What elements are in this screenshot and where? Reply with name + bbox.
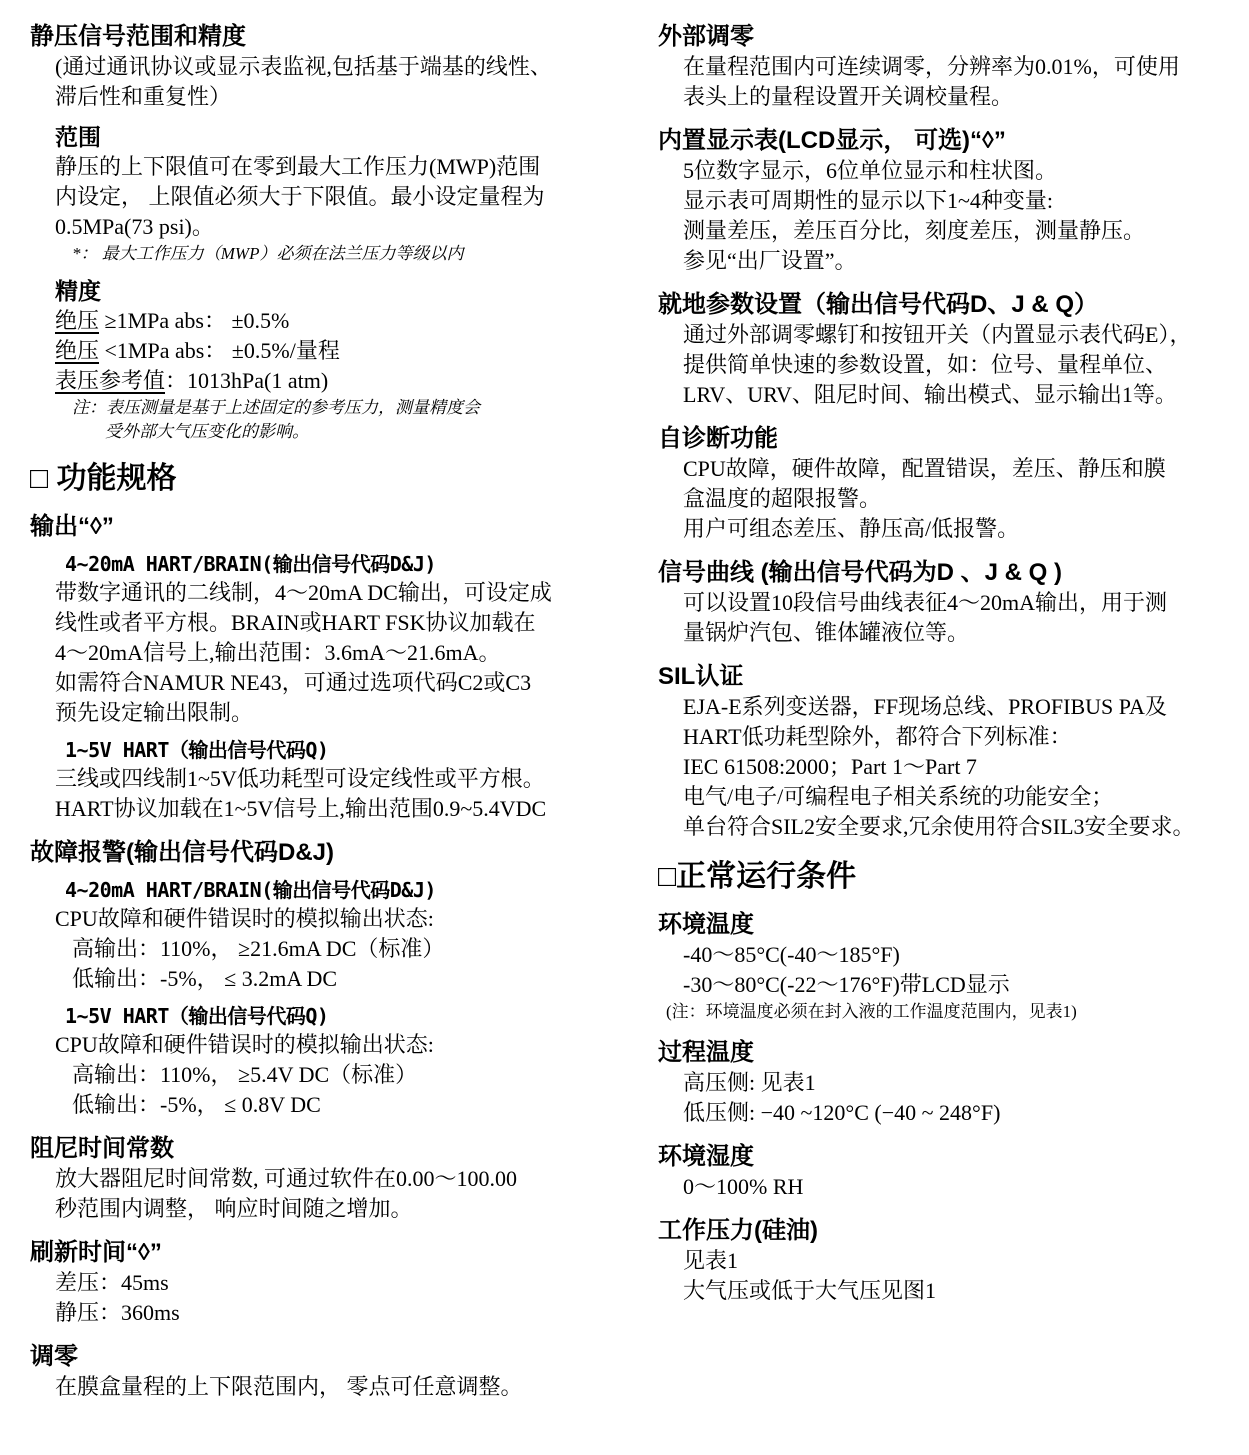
text-line: 可以设置10段信号曲线表征4～20mA输出，用于测 — [683, 590, 1168, 615]
heading-4-20ma-hart-brain-alarm: 4~20mA HART/BRAIN(输出信号代码D&J) — [65, 878, 436, 902]
text-line: HART协议加载在1~5V信号上,输出范围0.9~5.4VDC — [55, 796, 547, 821]
text-line: 0.5MPa(73 psi)。 — [55, 214, 214, 239]
text-line: 内设定， 上限值必须大于下限值。最小设定量程为 — [55, 184, 545, 209]
text-line: 参见“出厂设置”。 — [683, 248, 857, 273]
text-line: CPU故障，硬件故障，配置错误，差压、静压和膜 — [683, 456, 1166, 481]
text-line: 高压侧: 见表1 — [683, 1070, 816, 1095]
heading-damping-time-constant: 阻尼时间常数 — [30, 1135, 174, 1162]
note-gauge-reference: 注：表压测量是基于上述固定的参考压力，测量精度会 — [72, 398, 480, 417]
underlined-term: 绝压 — [55, 308, 100, 333]
text-line — [30, 336, 632, 366]
text-line: 秒范围内调整， 响应时间随之增加。 — [55, 1196, 413, 1221]
heading-accuracy: 精度 — [55, 278, 101, 304]
text-line: HART低功耗型除外，都符合下列标准： — [683, 724, 1072, 749]
text-line: CPU故障和硬件错误时的模拟输出状态: — [55, 1032, 434, 1057]
text-line: 在膜盒量程的上下限范围内， 零点可任意调整。 — [55, 1374, 523, 1399]
text-line: EJA-E系列变送器，FF现场总线、PROFIBUS PA及 — [683, 694, 1167, 719]
text-line: 大气压或低于大气压见图1 — [683, 1278, 937, 1303]
text-line: 滞后性和重复性） — [55, 84, 232, 109]
text-line: 提供简单快速的参数设置，如：位号、量程单位、 — [683, 352, 1168, 377]
text-line: 三线或四线制1~5V低功耗型可设定线性或平方根。 — [55, 766, 545, 791]
text-line: LRV、URV、阻尼时间、输出模式、显示输出1等。 — [683, 382, 1177, 407]
text-line: 低输出：-5%， ≤ 3.2mA DC — [72, 966, 338, 991]
text-line: 用户可组态差压、静压高/低报警。 — [683, 516, 1020, 541]
text-run: ：1013hPa(1 atm) — [165, 368, 329, 393]
heading-1-5v-hart: 1~5V HART（输出信号代码Q) — [65, 738, 329, 762]
text-line: 预先设定输出限制。 — [55, 700, 254, 725]
note-mwp-flange-rating: *： 最大工作压力（MWP）必须在法兰压力等级以内 — [72, 244, 464, 263]
section-functional-specifications: □ 功能规格 — [30, 462, 177, 495]
heading-1-5v-hart-alarm: 1~5V HART（输出信号代码Q) — [65, 1004, 329, 1028]
text-line: 5位数字显示，6位单位显示和柱状图。 — [683, 158, 1058, 183]
text-line — [30, 306, 632, 336]
text-line: 见表1 — [683, 1248, 739, 1273]
text-line: 量锅炉汽包、锥体罐液位等。 — [683, 620, 970, 645]
text-line: 在量程范围内可连续调零，分辨率为0.01%，可使用 — [683, 54, 1180, 79]
heading-range: 范围 — [55, 124, 101, 150]
right-column — [658, 8, 1249, 1306]
text-line: 0～100% RH — [683, 1174, 804, 1199]
note-ambient-temperature: (注：环境温度必须在封入液的工作温度范围内，见表1) — [666, 1002, 1077, 1021]
text-line: 静压：360ms — [55, 1300, 180, 1325]
heading-ambient-temperature: 环境温度 — [658, 911, 754, 938]
heading-working-pressure: 工作压力(硅油) — [658, 1217, 818, 1244]
text-line: 静压的上下限值可在零到最大工作压力(MWP)范围 — [55, 154, 541, 179]
heading-output: 输出“◊” — [30, 513, 114, 540]
left-column — [30, 8, 632, 1402]
text-line: IEC 61508:2000；Part 1～Part 7 — [683, 754, 977, 779]
text-line: 带数字通讯的二线制，4～20mA DC输出，可设定成 — [55, 580, 552, 605]
heading-4-20ma-hart-brain: 4~20mA HART/BRAIN(输出信号代码D&J) — [65, 552, 436, 576]
heading-ambient-humidity: 环境湿度 — [658, 1143, 754, 1170]
underlined-term: 表压参考值 — [55, 368, 166, 393]
text-line: 如需符合NAMUR NE43，可通过选项代码C2或C3 — [55, 670, 532, 695]
heading-integral-indicator: 内置显示表(LCD显示， 可选)“◊” — [658, 127, 1006, 154]
text-line: -30～80°C(-22～176°F)带LCD显示 — [683, 972, 1010, 997]
heading-self-diagnostics: 自诊断功能 — [658, 425, 778, 452]
text-line: 差压：45ms — [55, 1270, 169, 1295]
underlined-term: 绝压 — [55, 338, 100, 363]
text-line: 放大器阻尼时间常数, 可通过软件在0.00～100.00 — [55, 1166, 518, 1191]
text-run: <1MPa abs： ±0.5%/量程 — [99, 338, 340, 363]
text-line: 测量差压，差压百分比，刻度差压，测量静压。 — [683, 218, 1146, 243]
text-line: 显示表可周期性的显示以下1~4种变量: — [683, 188, 1054, 213]
heading-process-temperature: 过程温度 — [658, 1039, 754, 1066]
text-line: 高输出：110%， ≥21.6mA DC（标准） — [72, 936, 445, 961]
heading-zero-adjustment: 调零 — [30, 1343, 78, 1370]
text-line: 电气/电子/可编程电子相关系统的功能安全； — [683, 784, 1114, 809]
text-line: 低压侧: −40 ~120°C (−40 ~ 248°F) — [683, 1100, 1001, 1125]
heading-signal-characterizer: 信号曲线 (输出信号代码为D 、J & Q ) — [658, 559, 1063, 586]
text-line: 通过外部调零螺钉和按钮开关（内置显示表代码E）， — [683, 322, 1192, 347]
text-line — [30, 366, 632, 396]
text-line: 高输出：110%， ≥5.4V DC（标准） — [72, 1062, 418, 1087]
text-run: ≥1MPa abs： ±0.5% — [99, 308, 290, 333]
text-line: -40～85°C(-40～185°F) — [683, 942, 900, 967]
text-line: (通过通讯协议或显示表监视,包括基于端基的线性、 — [55, 54, 552, 79]
heading-static-pressure-signal-range-accuracy: 静压信号范围和精度 — [30, 23, 246, 50]
heading-sil-certification: SIL认证 — [658, 663, 744, 690]
text-line: 低输出：-5%， ≤ 0.8V DC — [72, 1092, 321, 1117]
text-line: CPU故障和硬件错误时的模拟输出状态: — [55, 906, 434, 931]
text-line: 盒温度的超限报警。 — [683, 486, 882, 511]
text-line: 线性或者平方根。BRAIN或HART FSK协议加载在 — [55, 610, 536, 635]
text-line: 4～20mA信号上,输出范围：3.6mA～21.6mA。 — [55, 640, 501, 665]
heading-failure-alarm: 故障报警(输出信号代码D&J) — [30, 839, 334, 866]
section-normal-operating-conditions: □正常运行条件 — [658, 860, 857, 893]
text-line: 单台符合SIL2安全要求,冗余使用符合SIL3安全要求。 — [683, 814, 1195, 839]
text-line: 表头上的量程设置开关调校量程。 — [683, 84, 1014, 109]
heading-external-zero-adjustment: 外部调零 — [658, 23, 754, 50]
heading-local-parameter-setting: 就地参数设置（输出信号代码D、J & Q） — [658, 291, 1099, 318]
note-gauge-reference-cont: 受外部大气压变化的影响。 — [105, 422, 309, 441]
heading-update-time: 刷新时间“◊” — [30, 1239, 162, 1266]
